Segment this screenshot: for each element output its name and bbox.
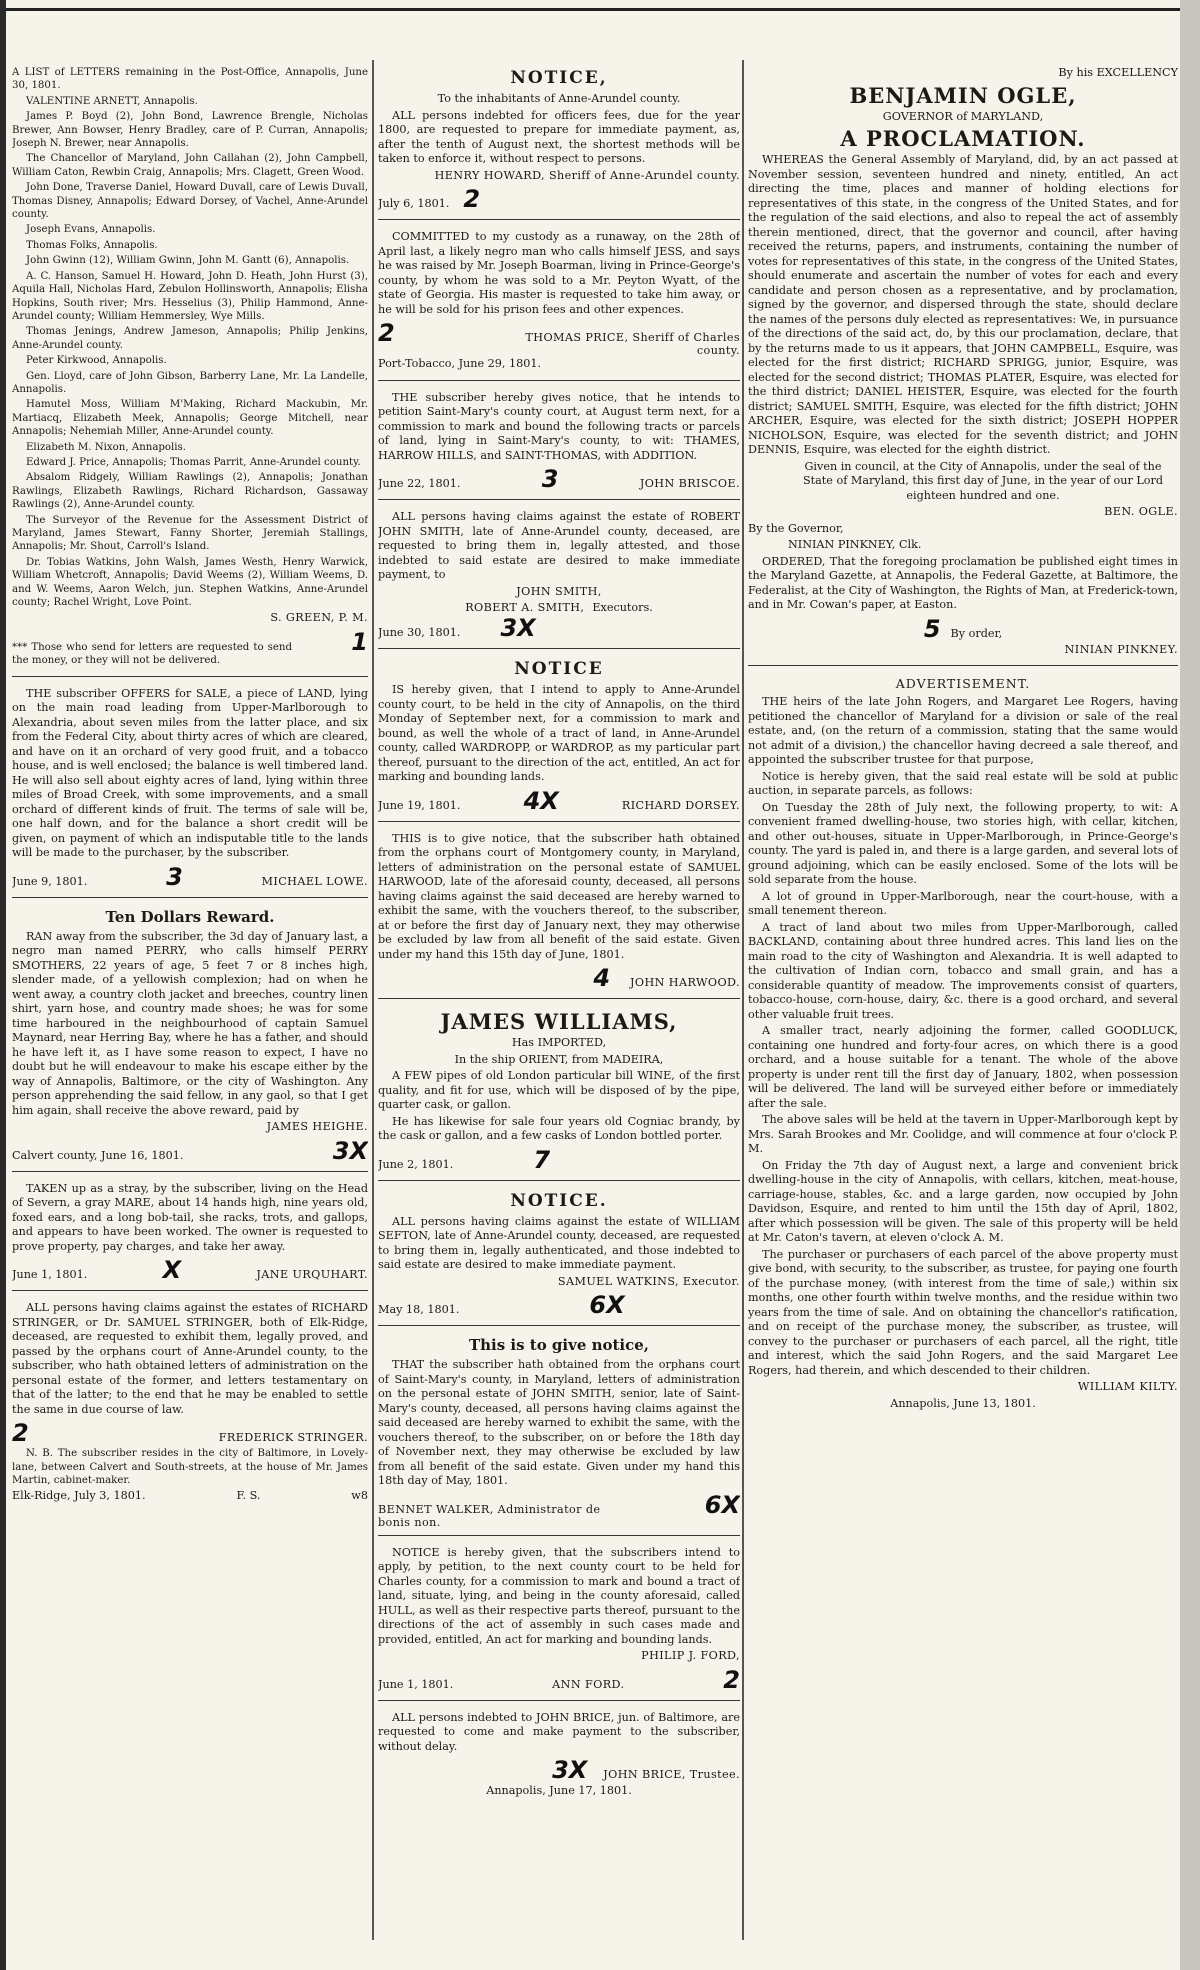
advertisement-paragraph: A lot of ground in Upper-Marlborough, near the court-house, with a small tenement thereon.	[748, 889, 1178, 917]
top-rule	[0, 8, 1200, 11]
column-rule-1	[372, 60, 374, 1940]
proclamation-by: By the Governor,	[748, 521, 844, 535]
stringer-nb: N. B. The subscriber resides in the city of Baltimore, in Lovely-lane, between Calvert and South-streets, at the house of Mr. James Martin, cabinet-maker.	[12, 1448, 368, 1487]
land-sale-ad	[12, 687, 368, 898]
stringer-code: w8	[351, 1489, 368, 1503]
williams-date: June 2, 1801.	[378, 1157, 454, 1171]
proclamation-byline: By his EXCELLENCY	[1058, 66, 1178, 79]
reward-name: JAMES HEIGHE.	[266, 1120, 368, 1134]
briscoe-notice	[378, 391, 740, 501]
handwritten-mark: 3	[541, 465, 559, 493]
letters-heading: A LIST of LETTERS remaining in the Post-Office, Annapolis, June 30, 1801.	[12, 67, 368, 92]
right-scan-edge	[1180, 0, 1200, 1970]
handwritten-mark: 1	[351, 627, 368, 656]
walker-notice	[378, 1336, 740, 1536]
walker-name: BENNET WALKER, Administrator de bonis non.	[378, 1502, 601, 1529]
letter-entry: VALENTINE ARNETT, Annapolis.	[26, 95, 198, 107]
harwood-name: JOHN HARWOOD.	[630, 976, 740, 989]
letter-entry: Elizabeth M. Nixon, Annapolis.	[26, 441, 187, 453]
proclamation-text: WHEREAS the General Assembly of Maryland, did, by an act passed at November session, seventeen hundred and ninety, entitled, An act directing the time, places and manner of holding elections for representatives of this state, in the congress of the United States, and for the regulation of the said elections, and also to repeal the act of assembly therein mentioned, direct, that the governor and council, after having received the returns, papers, and instruments, containing the number of votes for representatives of this state, in the congress of the United States, should enumerate and ascertain the number of votes for each and every candidate and person chosen as a representative, and by proclamation, signed by the governor, and dispersed through the state, should declare the names of the persons duly elected as representatives: We, in pursuance of the directions of the said act, do, by this our proclamation, declare, that by the returns made to us it appears, that JOHN CAMPBELL, Esquire, was elected for the first district; RICHARD SPRIGG, junior, Esquire, was elected for the second district; THOMAS PLATER, Esquire, was elected for the third district; DANIEL HEISTER, Esquire, was elected for the fourth district; SAMUEL SMITH, Esquire, was elected for the fifth district; JOHN ARCHER, Esquire, was elected for the sixth district; JOSEPH HOPPER NICHOLSON, Esquire, was elected for the seventh district; and JOHN DENNIS, Esquire, was elected for the eighth district.	[748, 153, 1178, 456]
dorsey-date: June 19, 1801.	[378, 798, 461, 812]
stringer-initials: F. S.	[236, 1489, 261, 1503]
smith-name-2: ROBERT A. SMITH,	[465, 601, 585, 614]
letter-entry: The Chancellor of Maryland, John Callahan (2), John Campbell, William Caton, Rewbin Craig, Annapolis; Mrs. Clagett, Green Wood.	[12, 153, 368, 178]
advertisement-paragraph: THE heirs of the late John Rogers, and Margaret Lee Rogers, having petitioned the chancellor of Maryland for a division or sale of the real estate, and, (on the return of a commission, stating that the same would not admit of a division,) the chancellor having decreed a sale thereof, and appointed the subscriber trustee for that purpose,	[748, 695, 1178, 766]
watkins-text: ALL persons having claims against the estate of WILLIAM SEFTON, late of Anne-Arundel county, deceased, are requested to bring them in, legally authenticated, and those indebted to said estate are desired to make immediate payment.	[378, 1214, 740, 1271]
letter-entry: Thomas Jenings, Andrew Jameson, Annapolis; Philip Jenkins, Anne-Arundel county.	[12, 326, 368, 351]
handwritten-mark: 2	[378, 319, 395, 347]
stray-date: June 1, 1801.	[12, 1268, 88, 1282]
williams-sub: Has IMPORTED,	[511, 1036, 607, 1049]
advertisement-date: Annapolis, June 13, 1801.	[890, 1396, 1036, 1410]
letter-entry: John Done, Traverse Daniel, Howard Duvall, care of Lewis Duvall, Thomas Disney, Annapolis; Edward Dorsey, of Vachel, Anne-Arundel county.	[12, 182, 368, 221]
williams-ad	[378, 1009, 740, 1181]
governor-name: BENJAMIN OGLE,	[849, 82, 1077, 108]
letter-entry: Hamutel Moss, William M'Making, Richard Mackubin, Mr. Martiacq, Elizabeth Meek, Annapolis; George Mitchell, near Annapolis; Nehemiah Miller, Anne-Arundel county.	[12, 399, 368, 438]
dorsey-name: RICHARD DORSEY.	[621, 798, 740, 812]
advertisement	[748, 676, 1178, 1419]
proclamation-ordered: ORDERED, That the foregoing proclamation be published eight times in the Maryland Gazette, at Annapolis, the Federal Gazette, at Baltimore, the Federalist, at the City of Washington, the Rights of Man, at Frederick-town, and in Mr. Cowan's paper, at Easton.	[748, 554, 1178, 611]
letter-entry: Absalom Ridgely, William Rawlings (2), Annapolis; Jonathan Rawlings, Elizabeth Rawlings, Richard Richardson, Gassaway Rawlings (2), Anne-Arundel county.	[12, 472, 368, 511]
briscoe-text: THE subscriber hereby gives notice, that he intends to petition Saint-Mary's county court, at August term next, for a commission to mark and bound the following tracts or parcels of land, lying in Saint-Mary's county, to wit: THAMES, HARROW HILLS, and SAINT-THOMAS, with ADDITION.	[378, 390, 740, 462]
letter-entry: John Gwinn (12), William Gwinn, John M. Gantt (6), Annapolis.	[26, 255, 350, 267]
handwritten-mark: 2	[12, 1419, 29, 1448]
handwritten-mark: 2	[463, 185, 481, 213]
advertisement-paragraph: A smaller tract, nearly adjoining the former, called GOODLUCK, containing one hundred and forty-four acres, on which there is a good orchard, and a house suitable for a tenant. The whole of the above property is under rent till the first day of January, 1802, when possession will be delivered. The land will be surveyed either before or immediately after the sale.	[748, 1024, 1178, 1110]
watkins-date: May 18, 1801.	[378, 1303, 460, 1316]
proclamation-byorder: By order,	[950, 626, 1003, 640]
letters-footnote: *** Those who send for letters are requested to send the money, or they will not be delivered.	[12, 641, 292, 667]
letter-entry: Dr. Tobias Watkins, John Walsh, James Westh, Henry Warwick, William Whetcroft, Annapolis; David Weems (2), William Weems, D. and W. Weems, Aaron Welch, jun. Stephen Watkins, Anne-Arundel county; Rachel Wright, Love Point.	[12, 556, 368, 609]
letter-entry: Edward J. Price, Annapolis; Thomas Parrit, Anne-Arundel county.	[26, 456, 361, 468]
column-1	[12, 66, 368, 1518]
handwritten-mark: 3	[166, 862, 183, 891]
ford-notice	[378, 1546, 740, 1701]
governor-office: GOVERNOR of MARYLAND,	[882, 109, 1044, 123]
brice-name: JOHN BRICE, Trustee.	[603, 1768, 740, 1781]
handwritten-mark: 5	[923, 614, 941, 643]
proclamation-title: A PROCLAMATION.	[840, 126, 1086, 151]
smith-date: June 30, 1801.	[378, 626, 461, 639]
proclamation-clerk: NINIAN PINKNEY, Clk.	[788, 538, 922, 551]
brice-notice	[378, 1711, 740, 1807]
notice-heading: NOTICE,	[510, 68, 608, 88]
advertisement-heading: ADVERTISEMENT.	[895, 676, 1031, 691]
handwritten-mark: X	[162, 1256, 182, 1285]
letters-list	[12, 66, 368, 677]
notice-heading: NOTICE	[514, 659, 604, 679]
advertisement-paragraph: A tract of land about two miles from Upper-Marlborough, called BACKLAND, containing about three hundred acres. This land lies on the main road to the city of Washington and Alexandria. It is well adapted to the cultivation of Indian corn, tobacco and small grain, and has a considerable quantity of meadow. The improvements consist of quarters, tobacco-house, corn-house, dairy, &c. there is a good orchard, and several other valuable fruit trees.	[748, 920, 1178, 1021]
notice-heading: NOTICE.	[510, 1190, 608, 1211]
smith-notice	[378, 510, 740, 649]
handwritten-mark: 7	[533, 1145, 551, 1174]
dorsey-notice	[378, 659, 740, 822]
howard-notice	[378, 68, 740, 220]
column-2	[378, 66, 740, 1817]
stray-text: TAKEN up as a stray, by the subscriber, living on the Head of Severn, a gray MARE, about 14 hands high, nine years old, foxed ears, and a long bob-tail, she racks, trots, and gallops, and appears to have been worked. The owner is requested to prove property, pay charges, and take her away.	[12, 1181, 368, 1253]
proclamation-sign: BEN. OGLE.	[1104, 505, 1178, 518]
brice-date: Annapolis, June 17, 1801.	[486, 1784, 632, 1797]
advertisement-name: WILLIAM KILTY.	[1077, 1380, 1178, 1393]
howard-name: HENRY HOWARD, Sheriff of Anne-Arundel county.	[434, 168, 740, 182]
proclamation	[748, 66, 1178, 666]
ford-name-1: PHILIP J. FORD,	[641, 1649, 740, 1662]
reward-title: Ten Dollars Reward.	[105, 907, 275, 926]
advertisement-paragraph: On Friday the 7th day of August next, a large and convenient brick dwelling-house in the city of Annapolis, with cellars, kitchen, meat-house, carriage-house, stables, &c. and a large garden, now occupied by John Davidson, Esquire, and rented to him until the 15th day of April, 1802, after which possession will be given. The sale of this property will be held at Mr. Caton's tavern, at eleven o'clock A. M.	[748, 1158, 1178, 1244]
advertisement-paragraph: The purchaser or purchasers of each parcel of the above property must give bond, with security, to the subscriber, as trustee, for paying one fourth of the purchase money, (with interest from the time of sale,) within six months, one other fourth within twelve months, and the residue within two years from the time of sale. And on obtaining the chancellor's ratification, and on receipt of the purchase money, the subscriber, as trustee, will convey to the purchaser or purchasers of each parcel, all the right, title and interest, which the said John Rogers, and the said Margaret Lee Rogers, had therein, and which descended to their children.	[748, 1247, 1178, 1377]
letter-entry: Gen. Lloyd, care of John Gibson, Barberry Lane, Mr. La Landelle, Annapolis.	[12, 370, 368, 395]
stray-name: JANE URQUHART.	[256, 1268, 368, 1282]
letter-entry: Thomas Folks, Annapolis.	[26, 239, 158, 251]
harwood-notice	[378, 832, 740, 1000]
williams-text: A FEW pipes of old London particular bill WINE, of the first quality, and fit for use, which will be disposed of by the pipe, quarter cask, or gallon.	[378, 1069, 740, 1111]
handwritten-mark: 3X	[552, 1756, 588, 1784]
letter-entry: Peter Kirkwood, Annapolis.	[26, 355, 167, 367]
dorsey-text: IS hereby given, that I intend to apply to Anne-Arundel county court, to be held in the city of Annapolis, on the third Monday of September next, for a commission to mark and bound, as well the whole of a tract of land, in Anne-Arundel county, called WARDROPP, or WARDROP, as my particular part thereof, pursuant to the direction of the act, entitled, An act for marking and bounding lands.	[378, 683, 740, 783]
smith-role: Executors.	[592, 601, 653, 614]
column-rule-2	[742, 60, 744, 1940]
handwritten-mark: 6X	[704, 1490, 740, 1519]
harwood-text: THIS is to give notice, that the subscriber hath obtained from the orphans court of Montgomery county, in Maryland, letters of administration on the personal estate of SAMUEL HARWOOD, late of the aforesaid county, deceased, all persons having claims against the said deceased are hereby warned to exhibit the same, with the vouchers thereof, to the subscriber, at or before the first day of January next, they may otherwise be excluded by law from all benefit of the said estate. Given under my hand this 15th day of June, 1801.	[378, 831, 740, 961]
stringer-text: ALL persons having claims against the estates of RICHARD STRINGER, or Dr. SAMUEL STRINGER, both of Elk-Ridge, deceased, are requested to exhibit them, legally proved, and passed by the orphans court of Anne-Arundel county, to the subscriber, who hath obtained letters of administration on the personal estate of the former, and letters testamentary on that of the latter; to the end that he may be enabled to settle the same in due course of law.	[12, 1301, 368, 1416]
reward-ad	[12, 908, 368, 1172]
land-sale-text: THE subscriber OFFERS for SALE, a piece of LAND, lying on the main road leading from Upper-Marlborough to Alexandria, about seven miles from the latter place, and six from the Federal City, about thirty acres of which are cleared, and have on it an orchard of very good fruit, and a tobacco house, and is well enclosed; the balance is well timbered land. He will also sell about eighty acres of land, lying within three miles of Broad Creek, with some improvements, and a small orchard of different kinds of fruit. The terms of sale will be, one half down, and for the balance a short credit will be given, on payment of which an indisputable title to the lands will be made to the purchaser, by the subscriber.	[12, 686, 368, 860]
reward-date: Calvert county, June 16, 1801.	[12, 1148, 184, 1162]
letter-entry: A. C. Hanson, Samuel H. Howard, John D. Heath, John Hurst (3), Aquila Hall, Nicholas Hard, Zebulon Hollinsworth, Annapolis; Elisha Hopkins, South river; Mrs. Hesselius (3), Philip Hammond, Anne-Arundel county; William Hemmersley, Wye Mills.	[12, 270, 368, 322]
advertisement-paragraph: Notice is hereby given, that the said real estate will be sold at public auction, in separate parcels, as follows:	[748, 769, 1178, 797]
walker-text: THAT the subscriber hath obtained from the orphans court of Saint-Mary's county, in Maryland, letters of administration on the personal estate of JOHN SMITH, senior, late of Saint-Mary's county, deceased, all persons having claims against the said deceased are hereby warned to exhibit the same, with the vouchers thereof, to the subscriber, on or before the 18th day of November next, they may otherwise be excluded by law from all benefit of the said estate. Given under my hand this 18th day of May, 1801.	[378, 1358, 740, 1487]
stringer-name: FREDERICK STRINGER.	[218, 1431, 368, 1445]
briscoe-name: JOHN BRISCOE.	[639, 477, 740, 490]
land-sale-date: June 9, 1801.	[12, 874, 88, 888]
howard-text: ALL persons indebted for officers fees, due for the year 1800, are requested to prepare for immediate payment, as, after the tenth of August next, the shortest methods will be taken to enforce it, without respect to persons.	[378, 108, 740, 165]
handwritten-mark: 2	[723, 1665, 740, 1694]
walker-heading: This is to give notice,	[468, 1336, 650, 1354]
price-notice	[378, 230, 740, 381]
handwritten-mark: 4X	[523, 786, 559, 815]
advertisement-paragraph: The above sales will be held at the tavern in Upper-Marlborough kept by Mrs. Sarah Brookes and Mr. Coolidge, and will commence at four o'clock P. M.	[748, 1113, 1178, 1155]
howard-address: To the inhabitants of Anne-Arundel county.	[437, 92, 681, 105]
williams-ship: In the ship ORIENT, from MADEIRA,	[454, 1052, 664, 1066]
land-sale-name: MICHAEL LOWE.	[261, 874, 368, 888]
brice-text: ALL persons indebted to JOHN BRICE, jun. of Baltimore, are requested to come and make payment to the subscriber, without delay.	[378, 1710, 740, 1753]
advertisement-body	[748, 695, 1178, 1378]
williams-text-2: He has likewise for sale four years old Cogniac brandy, by the cask or gallon, and a few casks of London bottled porter.	[378, 1114, 740, 1142]
ford-date: June 1, 1801.	[378, 1677, 454, 1691]
reward-text: RAN away from the subscriber, the 3d day of January last, a negro man named PERRY, who calls himself PERRY SMOTHERS, 22 years of age, 5 feet 7 or 8 inches high, slender made, of a yellowish complexion; had on when he went away, a country cloth jacket and breeches, country linen shirt, yarn hose, and country made shoes; he was for some time harboured in the neighbourhood of captain Samuel Maynard, near Herring Bay, where he has a father, and should he have left it, as I have some reason to expect, I have no doubt but he will endeavour to make his escape either by the way of Annapolis, Baltimore, or the city of Washington. Any person apprehending the said fellow, in any gaol, so that I get him again, shall receive the above reward, paid by	[12, 929, 368, 1117]
stray-ad	[12, 1182, 368, 1292]
proclamation-name-2: NINIAN PINKNEY.	[1064, 642, 1178, 656]
ford-name-2: ANN FORD.	[552, 1677, 625, 1691]
left-scan-edge	[0, 0, 6, 1970]
letter-entry: The Surveyor of the Revenue for the Assessment District of Maryland, James Stewart, Fanny Shorter, Jeremiah Stallings, Annapolis; Mr. Shout, Carroll's Island.	[12, 514, 368, 553]
stringer-ad	[12, 1301, 368, 1508]
briscoe-date: June 22, 1801.	[378, 477, 461, 490]
letter-entry: James P. Boyd (2), John Bond, Lawrence Brengle, Nicholas Brewer, Ann Bowser, Henry Bradley, care of P. Curran, Annapolis; Joseph N. Brewer, near Annapolis.	[12, 111, 368, 150]
watkins-name: SAMUEL WATKINS, Executor.	[557, 1274, 740, 1288]
williams-title: JAMES WILLIAMS,	[440, 1009, 678, 1034]
handwritten-mark: 4	[593, 964, 611, 992]
proclamation-given: Given in council, at the City of Annapolis, under the seal of the State of Maryland, this first day of June, in the year of our Lord eighteen hundred and one.	[802, 459, 1164, 502]
letter-entry: Joseph Evans, Annapolis.	[26, 224, 156, 236]
price-text: COMMITTED to my custody as a runaway, on the 28th of April last, a likely negro man who calls himself JESS, and says he was raised by Mr. Joseph Boarman, living in Prince-George's county, by whom he was sold to a Mr. Peyton Wyatt, of the state of Georgia. His master is requested to take him away, or he will be sold for his prison fees and other expences.	[378, 230, 740, 316]
smith-text: ALL persons having claims against the estate of ROBERT JOHN SMITH, late of Anne-Arundel county, deceased, are requested to bring them in, legally attested, and those indebted to said estate are desired to make immediate payment, to	[378, 510, 740, 581]
postmaster-signature: S. GREEN, P. M.	[270, 611, 368, 625]
watkins-notice	[378, 1191, 740, 1327]
handwritten-mark: 3X	[332, 1136, 368, 1165]
handwritten-mark: 6X	[589, 1291, 625, 1319]
handwritten-mark: 3X	[500, 614, 536, 642]
column-3	[748, 66, 1178, 1429]
letters-entries	[12, 95, 368, 610]
smith-name-1: JOHN SMITH,	[516, 584, 602, 598]
stringer-date: Elk-Ridge, July 3, 1801.	[12, 1489, 146, 1503]
price-date: Port-Tobacco, June 29, 1801.	[378, 357, 542, 370]
advertisement-paragraph: On Tuesday the 28th of July next, the following property, to wit: A convenient framed dwelling-house, two stories high, with cellar, kitchen, and other out-houses, situate in Upper-Marlborough, in Prince-George's county. The yard is paled in, and there is a large garden, and several lots of ground adjoining, which can be easily enclosed. Some of the lots will be sold separate from the house.	[748, 800, 1178, 886]
howard-date: July 6, 1801.	[378, 197, 450, 210]
price-name: THOMAS PRICE, Sheriff of Charles county.	[525, 331, 740, 357]
ford-text: NOTICE is hereby given, that the subscribers intend to apply, by petition, to the next county court to be held for Charles county, for a commission to mark and bound a tract of land, situate, lying, and being in the county aforesaid, called HULL, as well as their respective parts thereof, pursuant to the directions of the act of assembly in such cases made and provided, entitled, An act for marking and bounding lands.	[378, 1545, 740, 1646]
